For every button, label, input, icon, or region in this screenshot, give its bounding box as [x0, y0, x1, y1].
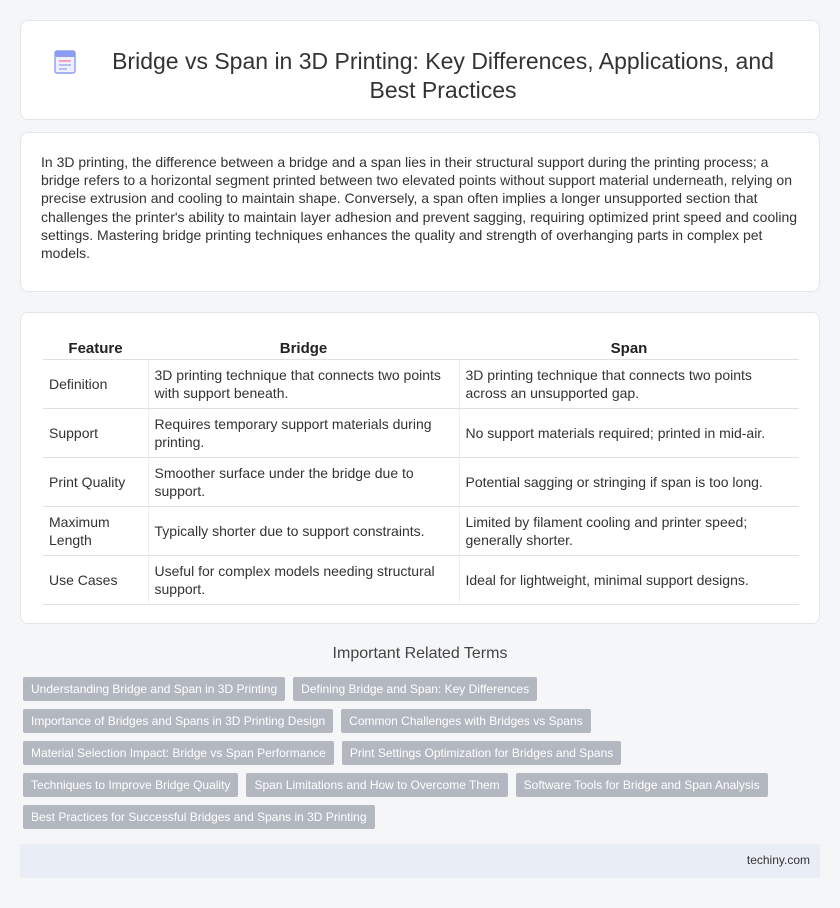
span-cell: Potential sagging or stringing if span is too long.: [459, 457, 799, 506]
span-cell: Ideal for lightweight, minimal support designs.: [459, 555, 799, 604]
header-feature: Feature: [43, 333, 148, 359]
related-term-link[interactable]: Print Settings Optimization for Bridges and Spans: [342, 741, 621, 765]
related-term-link[interactable]: Material Selection Impact: Bridge vs Span Performance: [23, 741, 334, 765]
page-title: Bridge vs Span in 3D Printing: Key Differences, Applications, and Best Practices: [112, 48, 774, 103]
footer-site-name[interactable]: techiny.com: [746, 853, 810, 867]
bridge-cell: Typically shorter due to support constraints.: [148, 506, 459, 555]
span-cell: 3D printing technique that connects two points across an unsupported gap.: [459, 359, 799, 408]
intro-card: [20, 132, 820, 292]
feature-cell: Use Cases: [43, 555, 148, 604]
related-term-link[interactable]: Span Limitations and How to Overcome Them: [246, 773, 507, 797]
related-term-link[interactable]: Importance of Bridges and Spans in 3D Printing Design: [23, 709, 333, 733]
bridge-cell: Useful for complex models needing structural support.: [148, 555, 459, 604]
footer: [20, 844, 820, 878]
related-term-link[interactable]: Common Challenges with Bridges vs Spans: [341, 709, 590, 733]
feature-cell: Support: [43, 408, 148, 457]
feature-cell: Definition: [43, 359, 148, 408]
table-row: [43, 457, 799, 506]
related-term-link[interactable]: Defining Bridge and Span: Key Differences: [293, 677, 537, 701]
title-card: [20, 20, 820, 120]
feature-cell: Maximum Length: [43, 506, 148, 555]
bridge-cell: Requires temporary support materials during printing.: [148, 408, 459, 457]
feature-cell: Print Quality: [43, 457, 148, 506]
related-term-link[interactable]: Techniques to Improve Bridge Quality: [23, 773, 238, 797]
span-cell: No support materials required; printed in mid-air.: [459, 408, 799, 457]
bridge-cell: Smoother surface under the bridge due to support.: [148, 457, 459, 506]
table-row: [43, 506, 799, 555]
comparison-table: [43, 333, 799, 605]
table-row: [43, 555, 799, 604]
header-bridge: Bridge: [148, 333, 459, 359]
related-term-link[interactable]: Understanding Bridge and Span in 3D Printing: [23, 677, 285, 701]
table-row: [43, 359, 799, 408]
related-terms-list: [23, 677, 803, 829]
table-header-row: [43, 333, 799, 359]
comparison-card: [20, 312, 820, 624]
table-row: [43, 408, 799, 457]
related-terms-heading: Important Related Terms: [332, 645, 508, 662]
document-icon: [52, 49, 78, 75]
header-span: Span: [459, 333, 799, 359]
bridge-cell: 3D printing technique that connects two points with support beneath.: [148, 359, 459, 408]
related-term-link[interactable]: Best Practices for Successful Bridges and Spans in 3D Printing: [23, 805, 375, 829]
intro-paragraph: In 3D printing, the difference between a bridge and a span lies in their structural support during the printing process; a bridge refers to a horizontal segment printed between two elevated points without support material underneath, relying on precise extrusion and cooling to maintain shape. Conversely, a span often implies a longer unsupported section that challenges the printer's ability to maintain layer adhesion and prevent sagging, requiring optimized print speed and cooling settings. Mastering bridge printing techniques enhances the quality and strength of overhanging parts in complex pet models.: [41, 154, 798, 262]
related-term-link[interactable]: Software Tools for Bridge and Span Analysis: [516, 773, 768, 797]
span-cell: Limited by filament cooling and printer speed; generally shorter.: [459, 506, 799, 555]
